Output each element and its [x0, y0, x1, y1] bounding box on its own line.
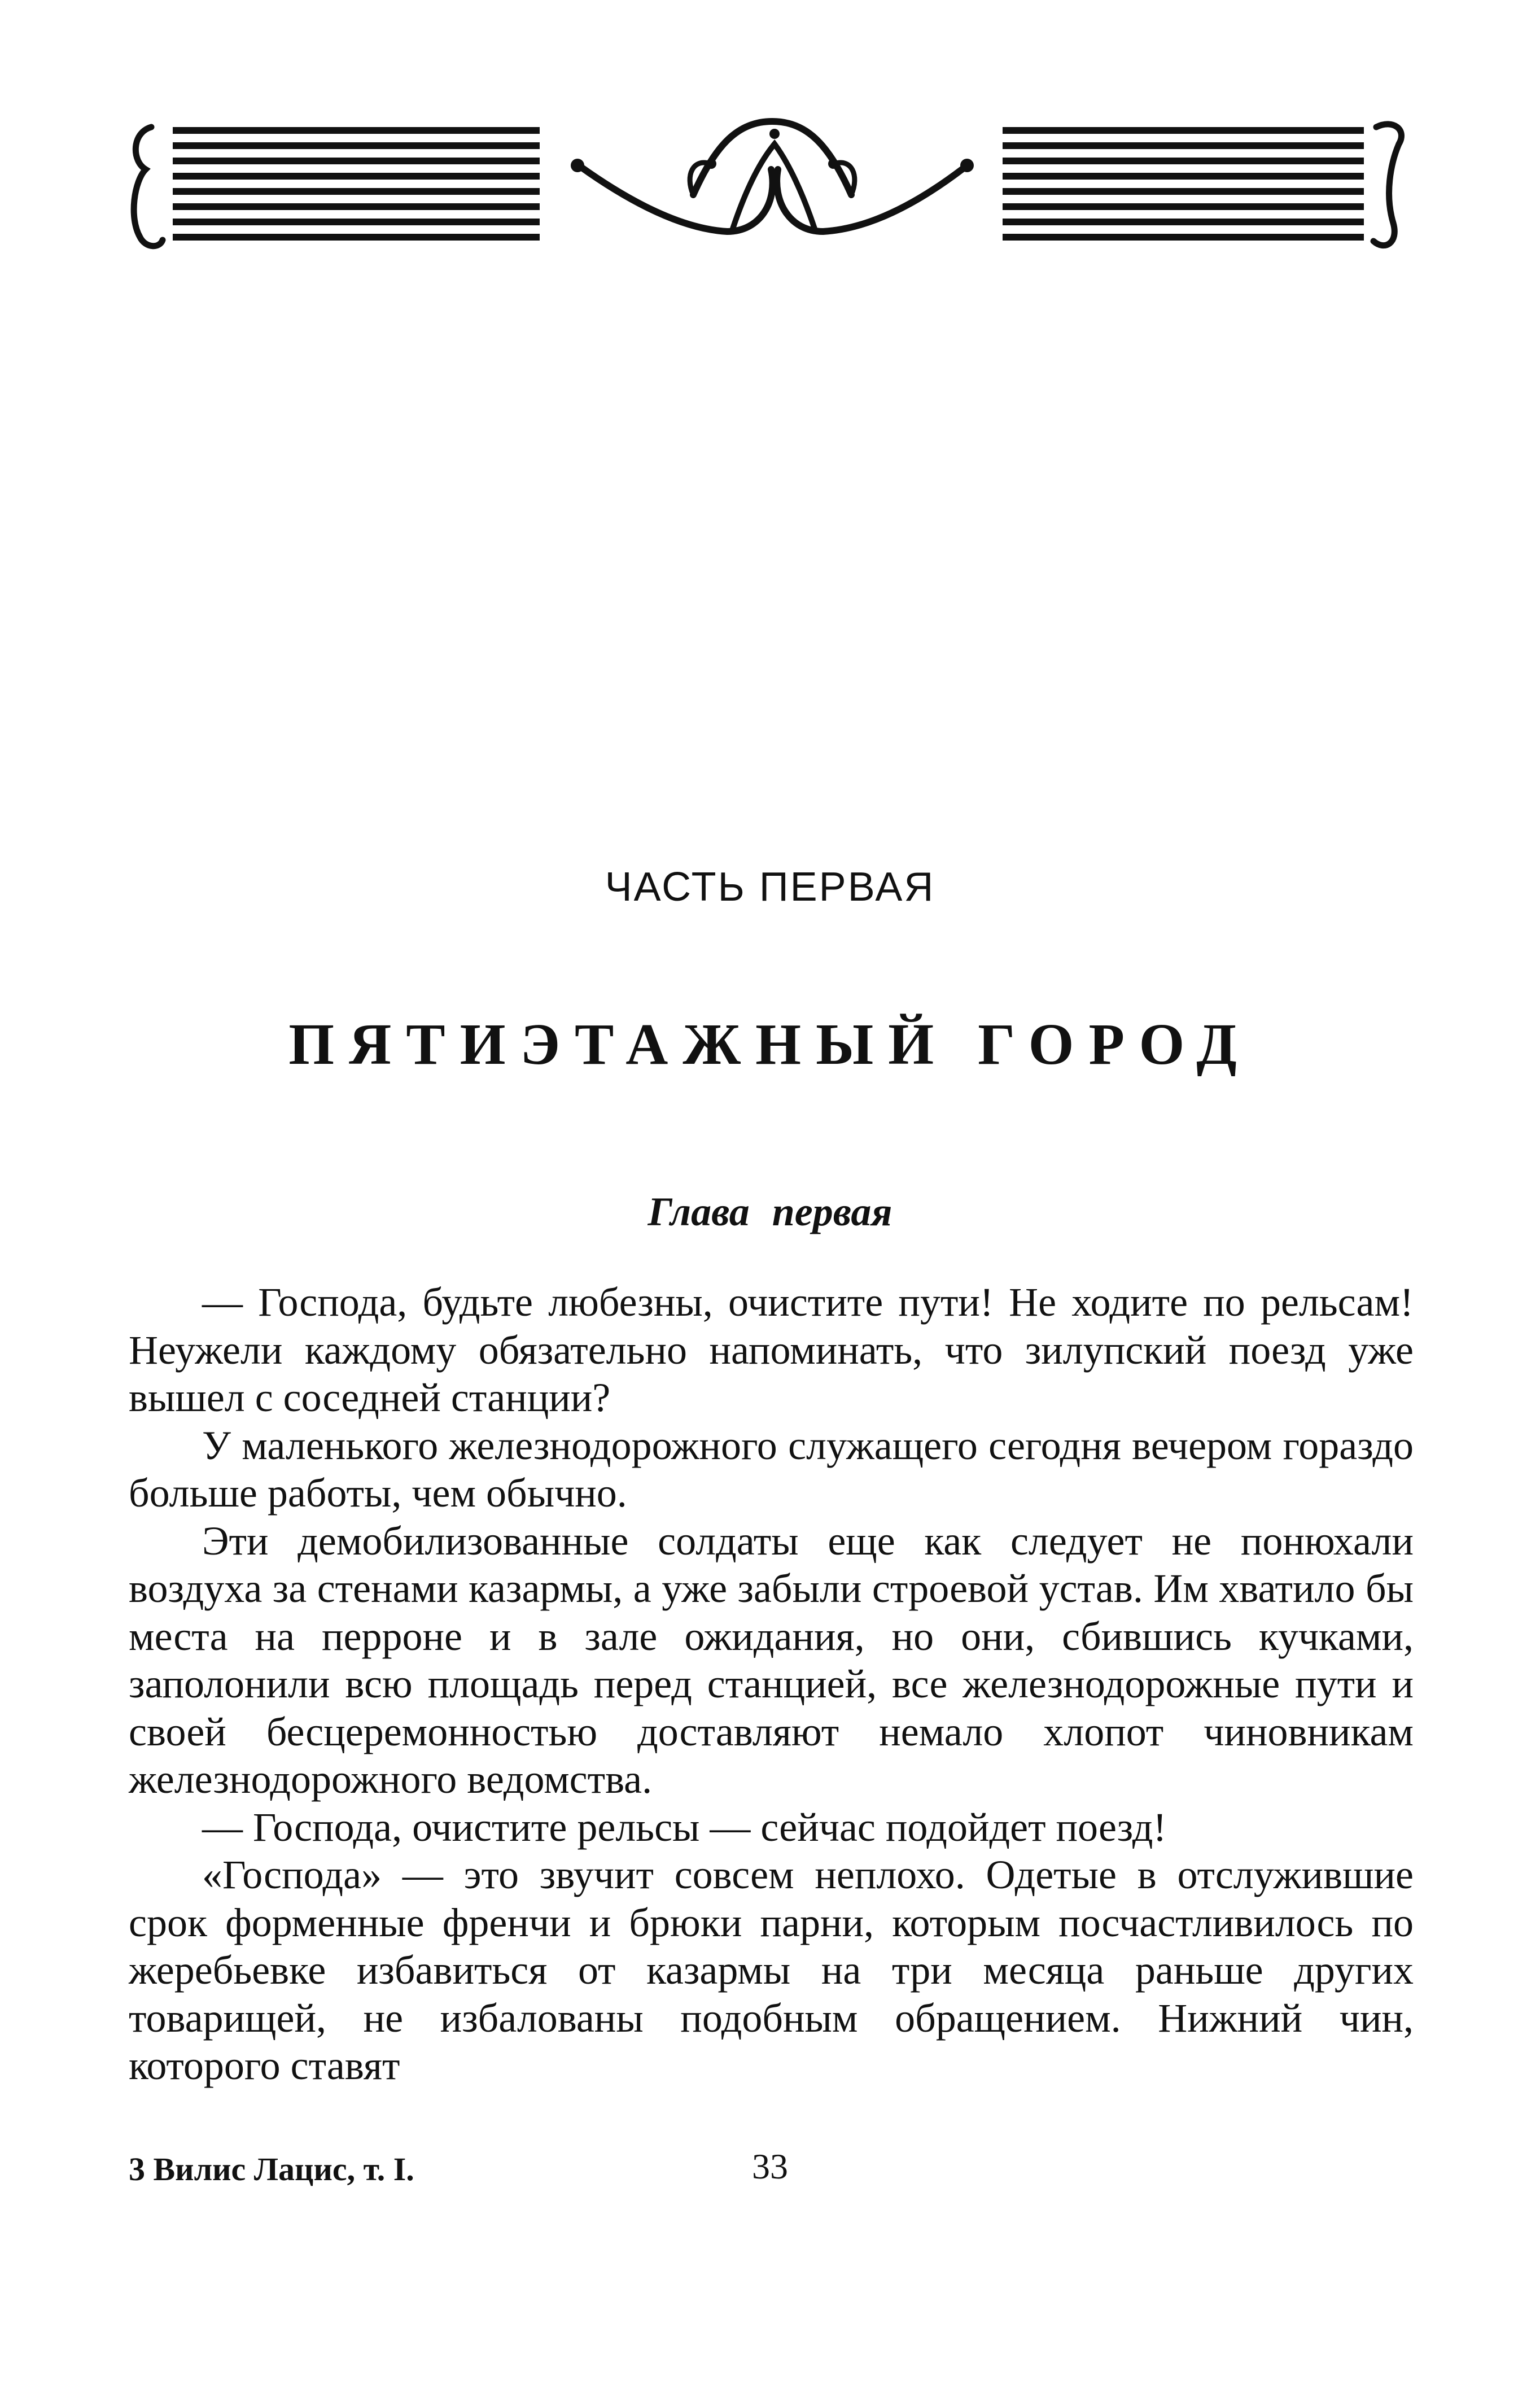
- paragraph: — Господа, будьте любезны, очистите пути! Не ходите по рельсам! Неужели каждому обязательно напоминать, что зилупский поезд уже вышел с соседней станции?: [129, 1280, 1414, 1420]
- paragraph: — Господа, очистите рельсы — сейчас подойдет поезд!: [202, 1804, 1167, 1850]
- paragraph: «Господа» — это звучит совсем неплохо. Одетые в отслужившие срок форменные френчи и брюки парни, которым посчастливилось по жеребьевке избавиться от казармы на три месяца раньше других товарищей, не избалованы подобным обращением. Нижний чин, которого ставят: [129, 1852, 1414, 2088]
- book-title: ПЯТИЭТАЖНЫЙ ГОРОД: [288, 1012, 1252, 1077]
- paragraph: Эти демобилизованные солдаты еще как следует не понюхали воздуха за стенами казармы, а уже забыли строевой устав. Им хватило бы места на перроне и в зале ожидания, но они, сбившись кучками, заполонили всю площадь перед станцией, все железнодорожные пути и своей бесцеремонностью доставляют немало хлопот чиновникам железнодорожного ведомства.: [129, 1518, 1414, 1802]
- decorative-ornament-header: [129, 110, 1414, 257]
- paragraph: У маленького железнодорожного служащего сегодня вечером гораздо больше работы, чем обычно.: [129, 1422, 1414, 1516]
- page-number: 33: [752, 2146, 788, 2186]
- footer-signature: 3 Вилис Лацис, т. I.: [129, 2151, 414, 2187]
- body-text: [129, 1278, 1414, 2090]
- part-label: ЧАСТЬ ПЕРВАЯ: [605, 864, 935, 910]
- chapter-heading: Глава первая: [648, 1189, 893, 1234]
